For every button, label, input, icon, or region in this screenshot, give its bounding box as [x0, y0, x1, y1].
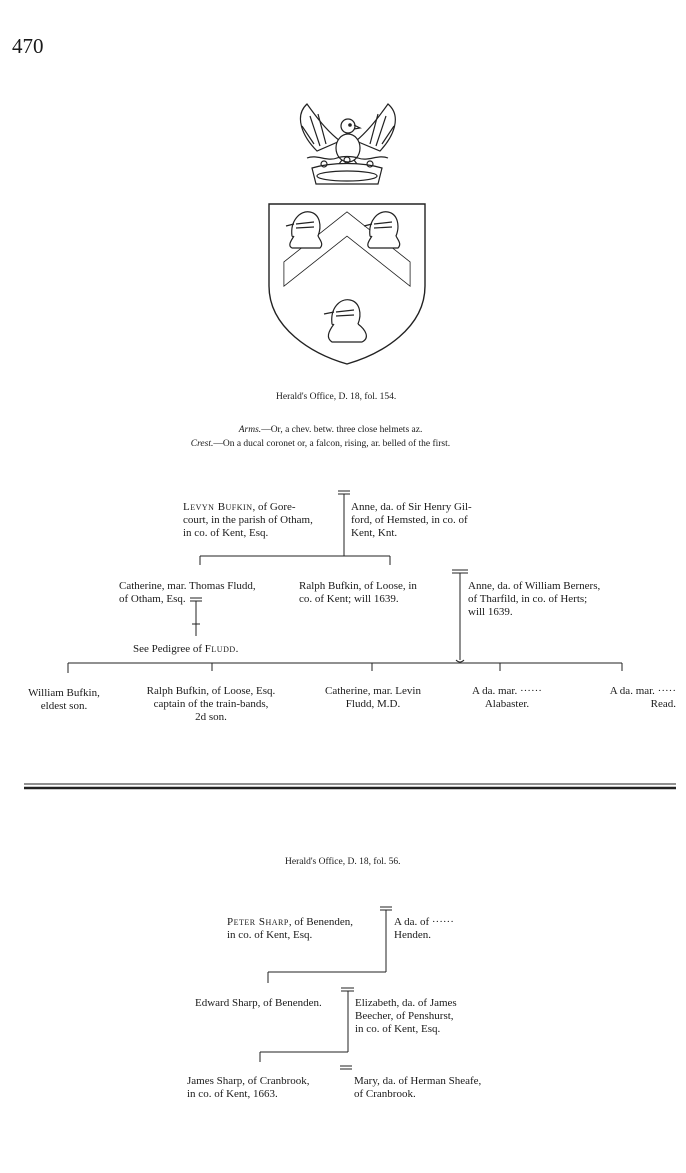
- entry-text: .: [235, 643, 239, 655]
- entry-text: of Cranbrook.: [354, 1088, 416, 1100]
- arms-text: —Or, a chev. betw. three close helmets az.: [261, 425, 423, 435]
- entry-text: Beecher, of Penshurst,: [355, 1010, 454, 1022]
- entry-text: of Otham, Esq.: [119, 593, 186, 605]
- source-citation-1: Herald's Office, D. 18, fol. 154.: [276, 392, 397, 402]
- entry-text: Read.: [650, 698, 676, 710]
- person-name: Fludd: [204, 643, 236, 655]
- entry-text: in co. of Kent, Esq.: [227, 929, 313, 941]
- entry-text: James Sharp, of Cranbrook,: [187, 1075, 310, 1087]
- entry-text: , of Gore-: [252, 501, 296, 513]
- entry-text: Elizabeth, da. of James: [355, 997, 457, 1009]
- entry-text: See Pedigree of: [133, 643, 205, 655]
- entry-text: , of Benenden,: [288, 916, 353, 928]
- entry-text: co. of Kent; will 1639.: [299, 593, 399, 605]
- entry-text: Alabaster.: [484, 698, 530, 710]
- entry-text: captain of the train-bands,: [153, 698, 269, 710]
- entry-text: Mary, da. of Herman Sheafe,: [354, 1075, 482, 1087]
- entry-text: Fludd, M.D.: [345, 698, 401, 710]
- entry-text: will 1639.: [468, 606, 513, 618]
- entry-text: A da. mar. ······: [472, 685, 542, 697]
- entry-text: A da. mar. ·····: [609, 685, 676, 697]
- crest-label: Crest.: [190, 439, 214, 449]
- entry-text: Catherine, mar. Thomas Fludd,: [119, 580, 256, 592]
- entry-text: ford, of Hemsted, in co. of: [351, 514, 468, 526]
- entry-text: in co. of Kent, 1663.: [187, 1088, 278, 1100]
- entry-text: Edward Sharp, of Benenden.: [195, 997, 322, 1009]
- person-name: Levyn Bufkin: [183, 501, 253, 513]
- entry-text: Anne, da. of Sir Henry Gil-: [351, 501, 472, 513]
- entry-text: Ralph Bufkin, of Loose, Esq.: [146, 685, 276, 697]
- entry-text: Ralph Bufkin, of Loose, in: [299, 580, 417, 592]
- entry-text: court, in the parish of Otham,: [183, 514, 313, 526]
- entry-text: Kent, Knt.: [351, 527, 398, 539]
- entry-text: William Bufkin,: [28, 687, 100, 699]
- entry-text: in co. of Kent, Esq.: [355, 1023, 441, 1035]
- person-name: Peter Sharp: [227, 916, 289, 928]
- arms-label: Arms.: [238, 425, 262, 435]
- entry-text: in co. of Kent, Esq.: [183, 527, 269, 539]
- entry-text: eldest son.: [40, 700, 88, 712]
- entry-text: A da. of ······: [394, 916, 454, 928]
- crest-text: —On a ducal coronet or, a falcon, rising, ar. belled of the first.: [213, 439, 451, 449]
- entry-text: Anne, da. of William Berners,: [468, 580, 601, 592]
- entry-text: 2d son.: [195, 711, 227, 723]
- source-citation-2: Herald's Office, D. 18, fol. 56.: [285, 857, 401, 867]
- entry-text: of Tharfild, in co. of Herts;: [468, 593, 588, 605]
- entry-text: Catherine, mar. Levin: [325, 685, 421, 697]
- page-number: 470: [12, 34, 44, 58]
- entry-text: Henden.: [394, 929, 431, 941]
